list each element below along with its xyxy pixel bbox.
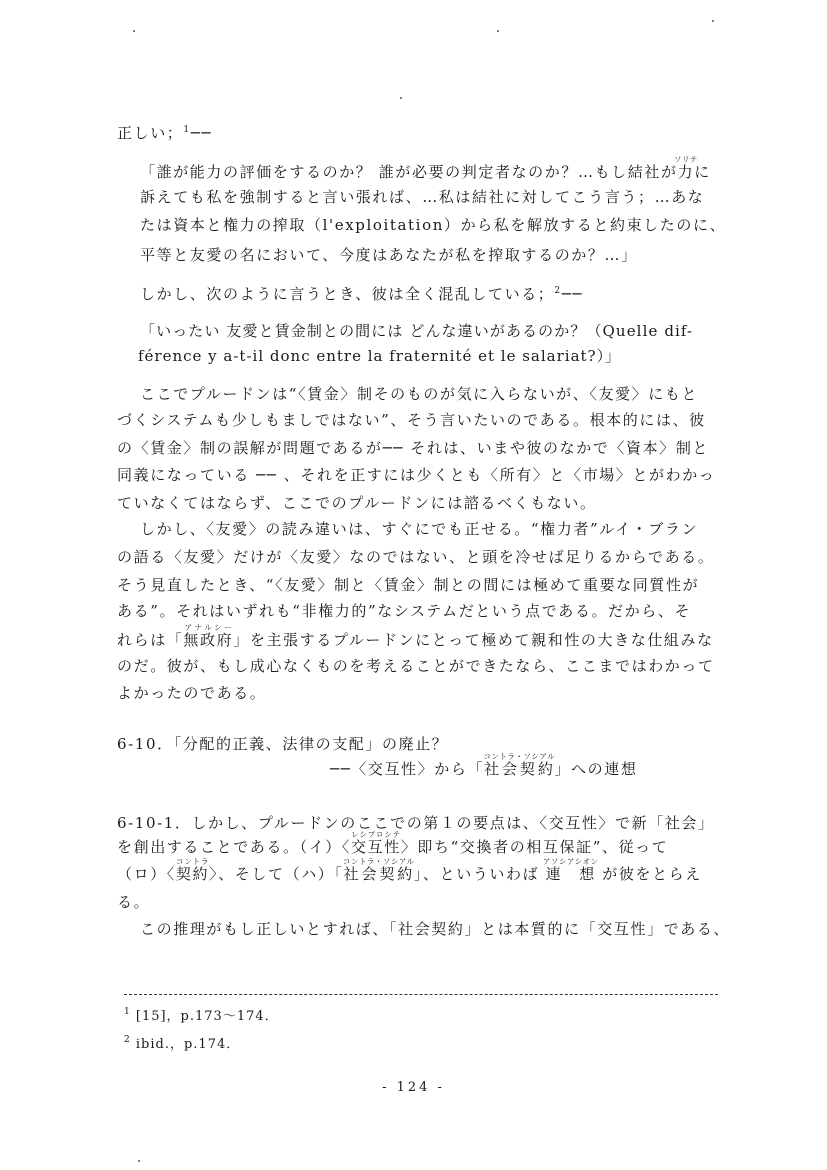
ruby-anarchie: 無政府アナルシー — [183, 623, 234, 649]
para3-line-4: 同義になっている ── 、それを正すには少くとも〈所有〉と〈市場〉とがわかっ — [117, 466, 716, 484]
scan-speck — [497, 30, 499, 32]
para5-line-4: る。 — [117, 893, 151, 911]
footnote-2-text: ibid.，p.174． — [135, 1037, 241, 1052]
para4-line-3: そう見直したとき、“〈友愛〉制と〈賃金〉制との間には極めて重要な同質性が — [117, 576, 700, 594]
footnote-ref-1: 1 — [183, 125, 191, 135]
para2-line: しかし、次のように言うとき、彼は全く混乱している；$^2$── — [140, 285, 583, 303]
para4-line-4: ある”。それはいずれも“非権力的”なシステムだという点である。だから、そ — [117, 602, 692, 620]
para4-line-1: しかし、〈友愛〉の読み違いは、すぐにでも正せる。“権力者”ルイ・ブラン — [140, 520, 699, 538]
footnote-1-text: [15]，p.173～174． — [135, 1009, 279, 1024]
para4-line-6: のだ。彼が、もし成心なくものを考えることができたなら、ここまではわかって — [117, 657, 715, 675]
scan-speck — [712, 20, 714, 22]
footnote-1-number: 1 — [124, 1007, 131, 1017]
page-number: - 124 - — [382, 1080, 445, 1095]
para3-line-3: の〈賃金〉制の誤解が問題であるが── それは、いまや彼のなかで〈資本〉制と — [117, 439, 710, 457]
footnote-1 — [124, 1003, 279, 1026]
footnote-ref-2: 2 — [554, 286, 562, 296]
quote1-line-1: 「誰が能力の評価をするのか？ 誰が必要の判定者なのか？…もし結社が力ソリテに — [140, 155, 711, 181]
para5-line-1: 6-10-1．しかし、プルードンのここでの第１の要点は、〈交互性〉で新「社会」 — [117, 814, 715, 832]
footnote-2-number: 2 — [124, 1035, 131, 1045]
intro-line — [117, 121, 212, 142]
section-heading-line-1: 6-10．「分配的正義、法律の支配」の廃止？ — [117, 735, 449, 753]
quote1-line-3: たは資本と権力の搾取（l'exploitation）から私を解放すると約束したのに、 — [140, 216, 727, 234]
para3-line-1: ここでプルードンは“〈賃金〉制そのものが気に入らないが、〈友愛〉にもと — [140, 385, 699, 403]
para4-line-7: よかったのである。 — [117, 684, 267, 702]
quote2-line-2: férence y a-t-il donc entre la fraternité et le salariat?）」 — [138, 347, 622, 365]
ruby-association: 連 想アソシアシオン — [542, 857, 599, 883]
quote2-line-1: 「いったい 友愛と賃金制との間には どんな違いがあるのか？（Quelle dif- — [140, 322, 694, 340]
para5-line-2: を創出することである。（イ）〈交互性レシプロシテ〉即ち“交換者の相互保証”、従って — [117, 830, 669, 856]
footnote-2 — [124, 1031, 240, 1054]
para3-line-5: ていなくてはならず、ここでのプルードンには諮るべくもない。 — [117, 494, 597, 512]
quote1-line-4: 平等と友愛の名において、今度はあなたが私を搾取するのか？…」 — [140, 246, 638, 264]
ruby-reciprocite: 交互性レシプロシテ — [351, 830, 401, 856]
scan-speck — [400, 97, 402, 99]
intro-text: 正しい； — [117, 124, 184, 142]
para5-line-5: この推理がもし正しいとすれば、「社会契約」とは本質的に「交互性」である、 — [140, 920, 731, 938]
footnote-divider — [124, 994, 718, 995]
ruby-contrat: 契約コントラ — [175, 857, 210, 883]
para4-line-2: の語る〈友愛〉だけが〈友愛〉なのではない、と頭を冷せば足りるからである。 — [117, 548, 715, 566]
ruby-solite: 力ソリテ — [673, 155, 698, 181]
scan-speck — [138, 1160, 140, 1162]
para3-line-2: づくシステムも少しもましではない”、そう言いたいのである。根本的には、彼 — [117, 411, 706, 429]
section-heading-line-2: ──〈交互性〉から「社会契約コントラ・ソシアル」への連想 — [330, 752, 638, 778]
ruby-contrat-social: 社会契約コントラ・ソシアル — [483, 752, 556, 778]
para4-line-5: れらは「無政府アナルシー」を主張するプルードンにとって極めて親和性の大きな仕組みな — [117, 623, 714, 649]
quote1-line-2: 訴えても私を強制すると言い張れば、…私は結社に対してこう言う；…あな — [140, 188, 705, 206]
intro-dash: ── — [190, 124, 212, 142]
ruby-contrat-social-2: 社会契約コントラ・ソシアル — [342, 857, 415, 883]
scan-speck — [133, 30, 135, 32]
para5-line-3: （ロ）〈契約コントラ〉、そして（ハ）「社会契約コントラ・ソシアル」、といういわば 連 想アソシアシオン が彼をとらえ — [117, 857, 702, 883]
